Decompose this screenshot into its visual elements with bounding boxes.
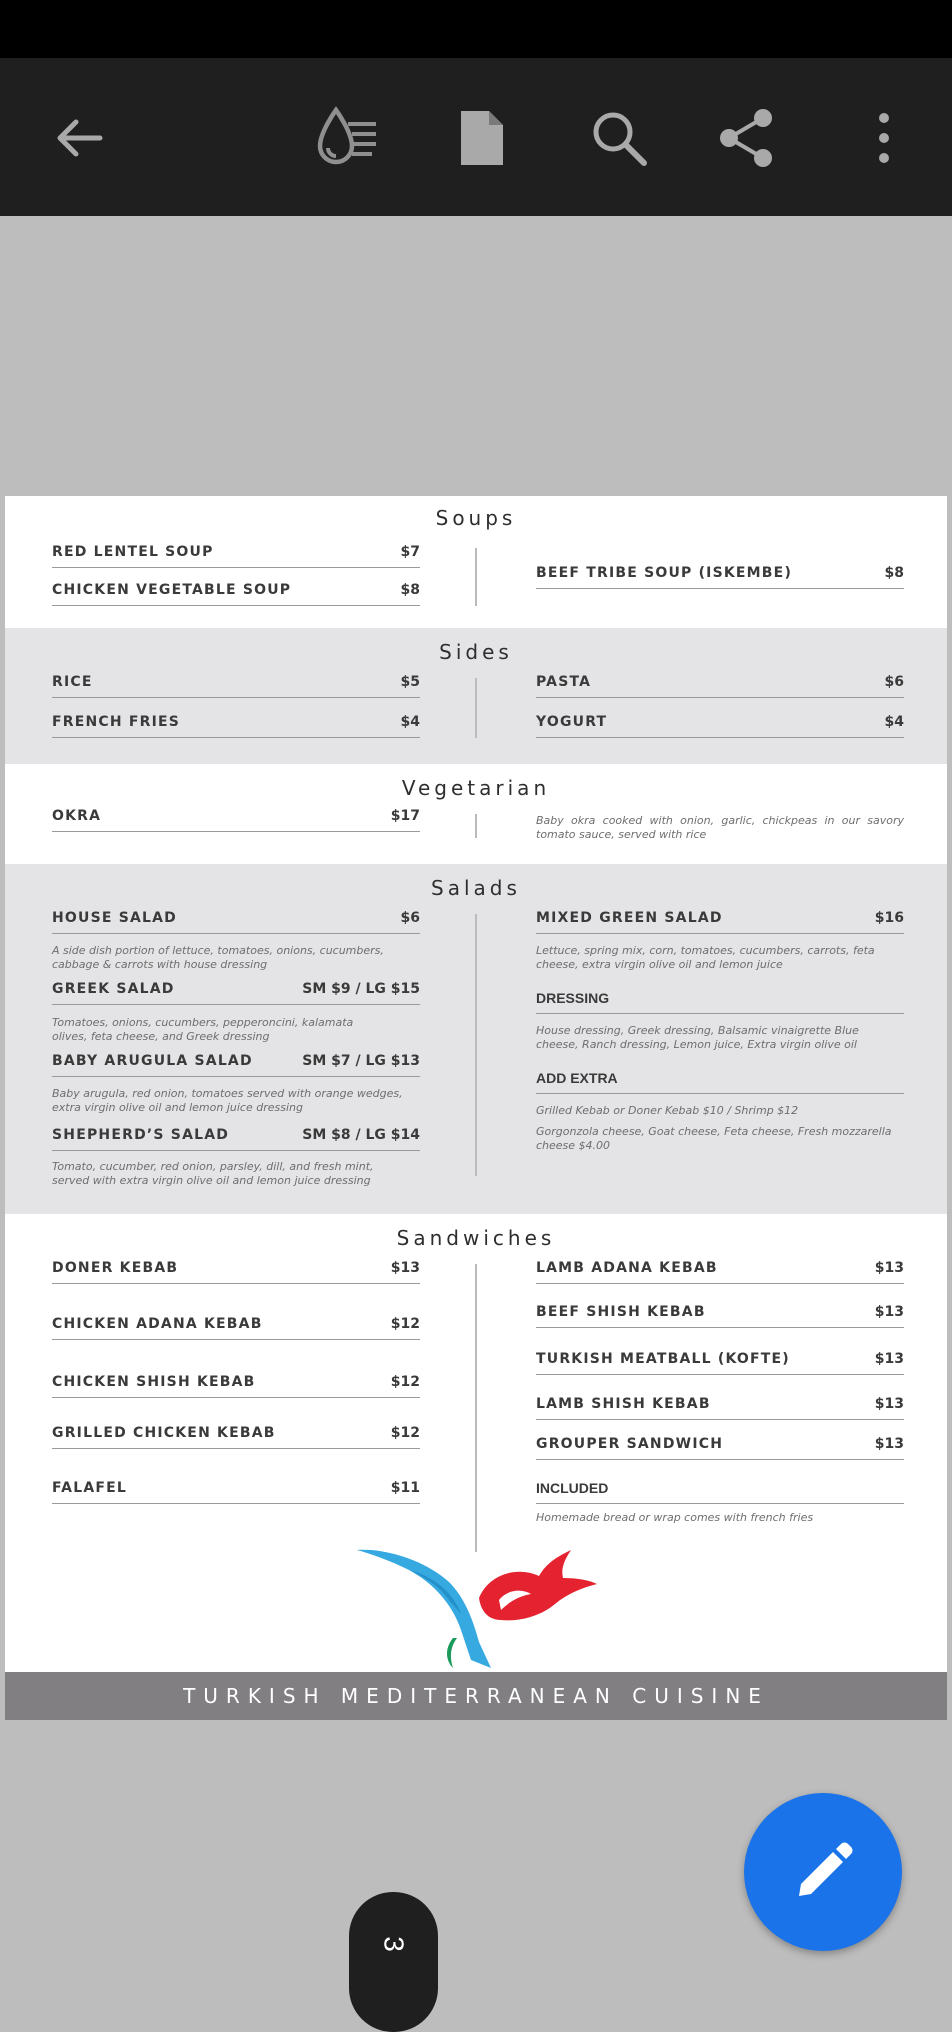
item-description: Baby arugula, red onion, tomatoes served with orange wedges, extra virgin olive oil and lemon juice dressing [52,1087,403,1114]
column-divider [475,1264,477,1552]
sides-section [5,628,947,764]
search-icon[interactable] [583,102,655,174]
menu-item [536,1436,904,1460]
section-title-sides: Sides [439,640,513,664]
menu-item [52,910,420,934]
item-price: $13 [874,1304,904,1320]
item-price: $7 [400,544,420,560]
item-description: House dressing, Greek dressing, Balsamic vinaigrette Blue cheese, Ranch dressing, Lemon juice, Extra virgin olive oil [536,1024,859,1051]
item-name: FRENCH FRIES [52,714,181,730]
item-name: RICE [52,674,93,690]
item-price: $8 [400,582,420,598]
menu-item [536,910,904,934]
vegetarian-section [5,764,947,864]
section-title-sandwiches: Sandwiches [396,1226,556,1250]
item-price: $13 [874,1436,904,1452]
footer-band [5,1672,947,1720]
item-price: $8 [884,565,904,581]
item-description: A side dish portion of lettuce, tomatoes, onions, cucumbers, cabbage & carrots with house dressing [52,944,384,971]
column-divider [475,678,477,738]
menu-item [536,714,904,738]
item-name: DRESSING [536,990,610,1006]
salads-section [5,864,947,1214]
item-name: BEEF SHISH KEBAB [536,1304,706,1320]
item-name: YOGURT [536,714,608,730]
menu-item [52,1260,420,1284]
item-name: LAMB ADANA KEBAB [536,1260,718,1276]
section-title-salads: Salads [431,876,521,900]
item-name: MIXED GREEN SALAD [536,910,723,926]
item-description: Tomatoes, onions, cucumbers, pepperoncini, kalamata olives, feta cheese, and Greek dressing [52,1016,354,1043]
menu-item [536,674,904,698]
status-bar [0,0,952,58]
item-name: GREEK SALAD [52,981,175,997]
pencil-icon [791,1840,855,1904]
dressing-heading [536,990,904,1014]
item-price: $13 [390,1260,420,1276]
item-price: $16 [874,910,904,926]
item-price: $12 [390,1316,420,1332]
item-name: PASTA [536,674,592,690]
item-price: $17 [390,808,420,824]
item-name: GROUPER SANDWICH [536,1436,724,1452]
section-title-soups: Soups [435,506,517,530]
menu-item [52,1053,420,1077]
item-price: $13 [874,1260,904,1276]
menu-item [52,981,420,1005]
item-price: $6 [400,910,420,926]
item-name: CHICKEN SHISH KEBAB [52,1374,256,1390]
item-name: ADD EXTRA [536,1070,618,1086]
item-name: DONER KEBAB [52,1260,179,1276]
item-name: OKRA [52,808,102,824]
item-name: RED LENTEL SOUP [52,544,214,560]
menu-item [52,1127,420,1151]
menu-item [536,1304,904,1328]
page-number: 3 [378,1936,410,1952]
item-price: $4 [400,714,420,730]
app-toolbar [0,58,952,216]
column-divider [475,548,477,606]
restaurant-logo [349,1540,599,1672]
sandwiches-section [5,1214,947,1672]
menu-item [536,1351,904,1375]
item-name: CHICKEN ADANA KEBAB [52,1316,263,1332]
document-icon[interactable] [445,102,517,174]
menu-item [52,1480,420,1504]
item-price: $12 [390,1374,420,1390]
back-arrow-icon[interactable] [42,102,114,174]
item-name: TURKISH MEATBALL (KOFTE) [536,1351,790,1367]
menu-item [52,544,420,568]
edit-fab-button[interactable] [744,1793,902,1951]
menu-item [52,1425,420,1449]
menu-item [52,1316,420,1340]
item-price: $6 [884,674,904,690]
menu-item [52,674,420,698]
item-description: Homemade bread or wrap comes with french fries [536,1511,814,1524]
item-name: HOUSE SALAD [52,910,178,926]
item-price: $5 [400,674,420,690]
item-name: LAMB SHISH KEBAB [536,1396,711,1412]
item-description: Grilled Kebab or Doner Kebab $10 / Shrimp $12 [536,1104,799,1117]
menu-item [52,808,420,832]
item-description: Baby okra cooked with onion, garlic, chickpeas in our savory tomato sauce, served with rice [536,814,904,841]
item-name: BABY ARUGULA SALAD [52,1053,253,1069]
item-description: Gorgonzola cheese, Goat cheese, Feta cheese, Fresh mozzarella cheese $4.00 [536,1125,892,1152]
menu-item [536,565,904,589]
included-heading [536,1480,904,1504]
menu-item [536,1260,904,1284]
menu-item [52,1374,420,1398]
item-price: $13 [874,1396,904,1412]
reader-mode-icon[interactable] [310,102,382,174]
section-title-vegetarian: Vegetarian [401,776,551,800]
item-description: Tomato, cucumber, red onion, parsley, dill, and fresh mint, served with extra virgin olive oil and lemon juice dressing [52,1160,374,1187]
item-name: BEEF TRIBE SOUP (ISKEMBE) [536,565,793,581]
item-name: GRILLED CHICKEN KEBAB [52,1425,276,1441]
item-description: Lettuce, spring mix, corn, tomatoes, cucumbers, carrots, feta cheese, extra virgin olive oil and lemon juice [536,944,875,971]
item-price: $12 [390,1425,420,1441]
menu-page [5,496,947,1720]
menu-item [52,582,420,606]
share-icon[interactable] [711,102,783,174]
column-divider [475,814,477,838]
item-price: SM $8 / LG $14 [302,1127,420,1143]
item-price: $4 [884,714,904,730]
item-name: SHEPHERD’S SALAD [52,1127,230,1143]
more-vert-icon[interactable] [848,102,920,174]
item-price: $11 [390,1480,420,1496]
add-extra-heading [536,1070,904,1094]
item-name: FALAFEL [52,1480,127,1496]
menu-item [52,714,420,738]
page-indicator[interactable] [349,1892,438,2032]
restaurant-tagline: TURKISH MEDITERRANEAN CUISINE [183,1684,769,1708]
column-divider [475,914,477,1176]
item-name: CHICKEN VEGETABLE SOUP [52,582,292,598]
item-price: $13 [874,1351,904,1367]
menu-item [536,1396,904,1420]
item-price: SM $9 / LG $15 [302,981,420,997]
soups-section [5,496,947,628]
item-price: SM $7 / LG $13 [302,1053,420,1069]
item-name: INCLUDED [536,1480,609,1496]
